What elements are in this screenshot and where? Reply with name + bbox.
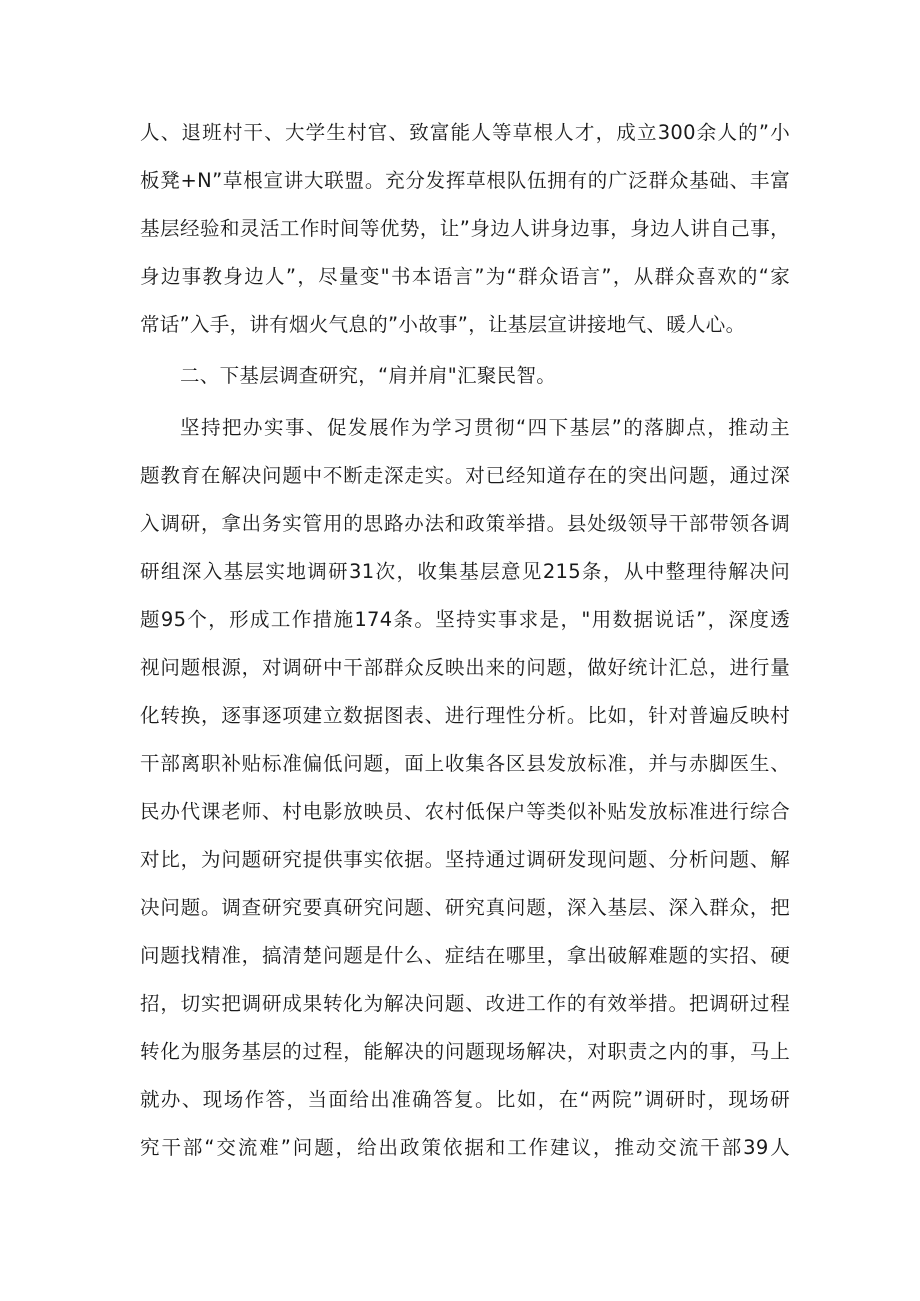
paragraph-2-line-14: 转化为服务基层的过程，能解决的问题现场解决，对职责之内的事，马上 xyxy=(140,1040,790,1063)
paragraph-2-line-5: 题95个，形成工作措施174条。坚持实事求是，"用数据说话”，深度透 xyxy=(140,608,790,631)
paragraph-2-line-2: 题教育在解决问题中不断走深走实。对已经知道存在的突出问题，通过深 xyxy=(140,464,790,487)
paragraph-2-line-12: 问题找精准，搞清楚问题是什么、症结在哪里，拿出破解难题的实招、硬 xyxy=(140,944,790,967)
paragraph-1-line-1: 人、退班村干、大学生村官、致富能人等草根人才，成立300余人的”小 xyxy=(140,121,790,144)
paragraph-2-line-8: 干部离职补贴标准偏低问题，面上收集各区县发放标准，并与赤脚医生、 xyxy=(140,752,790,775)
paragraph-2-line-11: 决问题。调查研究要真研究问题、研究真问题，深入基层、深入群众，把 xyxy=(140,896,790,919)
paragraph-1-line-4: 身边事教身边人”，尽量变"书本语言”为“群众语言”，从群众喜欢的“家 xyxy=(140,265,790,288)
paragraph-2-line-15: 就办、现场作答，当面给出准确答复。比如，在“两院”调研时，现场研 xyxy=(140,1088,790,1111)
paragraph-1-line-5: 常话”入手，讲有烟火气息的”小故事”，让基层宣讲接地气、暖人心。 xyxy=(140,313,746,336)
paragraph-2-line-10: 对比，为问题研究提供事实依据。坚持通过调研发现问题、分析问题、解 xyxy=(140,848,790,871)
paragraph-1-line-2: 板凳+N”草根宣讲大联盟。充分发挥草根队伍拥有的广泛群众基础、丰富 xyxy=(140,169,790,192)
paragraph-2-line-3: 入调研，拿出务实管用的思路办法和政策举措。县处级领导干部带领各调 xyxy=(140,512,790,535)
paragraph-2-line-6: 视问题根源，对调研中干部群众反映出来的问题，做好统计汇总，进行量 xyxy=(140,656,790,679)
paragraph-2-line-9: 民办代课老师、村电影放映员、农村低保户等类似补贴发放标准进行综合 xyxy=(140,800,790,823)
section-heading-2: 二、下基层调查研究，“肩并肩"汇聚民智。 xyxy=(180,364,557,387)
paragraph-2-line-1: 坚持把办实事、促发展作为学习贯彻“四下基层”的落脚点，推动主 xyxy=(180,416,790,439)
paragraph-2-line-4: 研组深入基层实地调研31次，收集基层意见215条，从中整理待解决问 xyxy=(140,560,790,583)
paragraph-1-line-3: 基层经验和灵活工作时间等优势，让”身边人讲身边事，身边人讲自己事， xyxy=(140,217,790,240)
paragraph-2-line-13: 招，切实把调研成果转化为解决问题、改进工作的有效举措。把调研过程 xyxy=(140,992,790,1015)
paragraph-2-line-16: 究干部“交流难”问题，给出政策依据和工作建议，推动交流干部39人 xyxy=(140,1136,790,1159)
paragraph-2-line-7: 化转换，逐事逐项建立数据图表、进行理性分析。比如，针对普遍反映村 xyxy=(140,704,790,727)
